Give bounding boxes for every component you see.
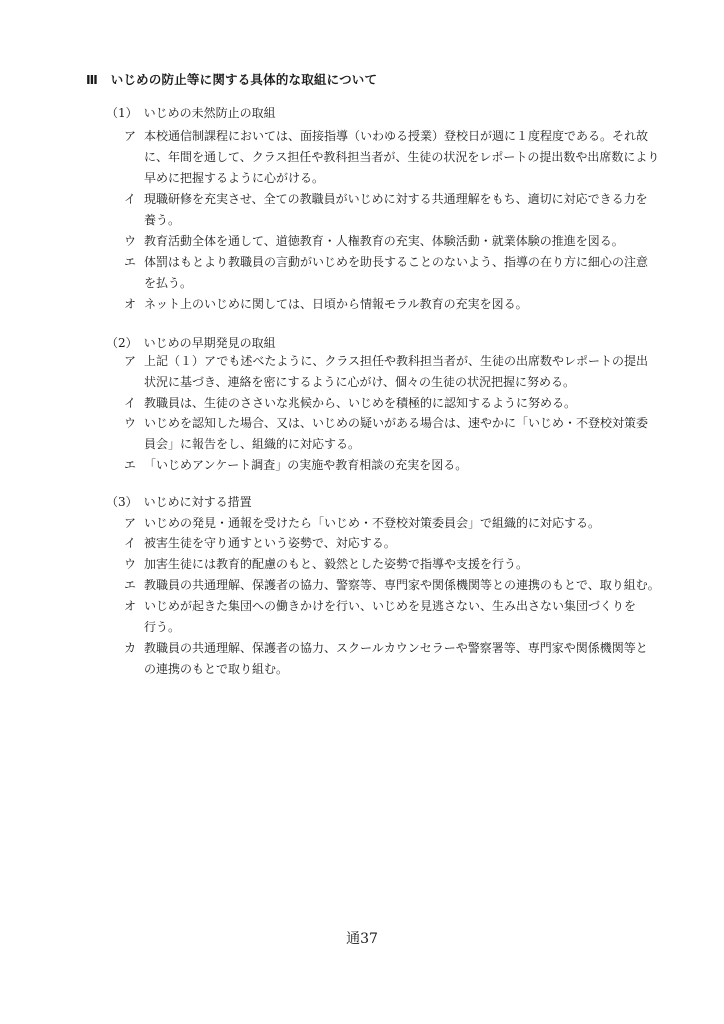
item-label: エ xyxy=(124,578,137,592)
item-text: ネット上のいじめに関しては、日頃から情報モラル教育の充実を図る。 xyxy=(144,297,528,311)
list-item xyxy=(124,455,644,476)
list-item xyxy=(124,638,648,680)
item-text: 被害生徒を守り通すという姿勢で、対応する。 xyxy=(144,536,396,550)
item-label: ウ xyxy=(124,234,137,248)
item-label: エ xyxy=(124,255,137,269)
section-title: （3） いじめに対する措置 xyxy=(106,495,252,509)
list-item xyxy=(124,533,644,554)
item-text: 養う。 xyxy=(144,213,181,227)
item-text: を払う。 xyxy=(144,276,193,290)
item-text: 状況に基づき、連絡を密にするように心がけ、個々の生徒の状況把握に努める。 xyxy=(144,375,576,389)
item-label: ア xyxy=(124,354,137,368)
list-item xyxy=(124,351,649,393)
list-item xyxy=(124,413,649,455)
item-text: いじめを認知した場合、又は、いじめの疑いがある場合は、速やかに「いじめ・不登校対策委 xyxy=(144,416,649,430)
section-title: （1） いじめの未然防止の取組 xyxy=(106,106,276,120)
item-text: 教職員は、生徒のささいな兆候から、いじめを積極的に認知するように努める。 xyxy=(144,396,577,410)
list-item xyxy=(124,189,648,231)
item-label: ア xyxy=(124,129,137,143)
item-text: 加害生徒には教育的配慮のもと、毅然とした姿勢で指導や支援を行う。 xyxy=(144,557,529,571)
list-item xyxy=(124,393,644,414)
item-text: いじめが起きた集団への働きかけを行い、いじめを見逃さない、生み出さない集団づくりを xyxy=(144,599,637,613)
item-label: イ xyxy=(124,536,137,550)
list-item xyxy=(124,513,644,534)
item-label: カ xyxy=(124,641,137,655)
item-text: 行う。 xyxy=(144,620,181,634)
item-text: 現職研修を充実させ、全ての教職員がいじめに対する共通理解をもち、適切に対応できる力を xyxy=(144,192,648,206)
item-label: オ xyxy=(124,297,137,311)
item-text: 早めに把握するように心がける。 xyxy=(144,171,325,185)
list-item xyxy=(124,575,660,596)
item-text: 教職員の共通理解、保護者の協力、警察等、専門家や関係機関等との連携のもとで、取り組む。 xyxy=(144,578,660,592)
item-text: の連携のもとで取り組む。 xyxy=(144,662,289,676)
item-label: オ xyxy=(124,599,137,613)
item-label: ウ xyxy=(124,557,137,571)
item-text: 教職員の共通理解、保護者の協力、スクールカウンセラーや警察署等、専門家や関係機関等と xyxy=(144,641,648,655)
list-item xyxy=(124,294,644,315)
item-label: ウ xyxy=(124,416,137,430)
section-title: （2） いじめの早期発見の取組 xyxy=(106,336,276,350)
list-item xyxy=(124,596,644,638)
list-item xyxy=(124,231,644,252)
item-text: 本校通信制課程においては、面接指導（いわゆる授業）登校日が週に１度程度である。それ故 xyxy=(144,129,649,143)
item-text: 教育活動全体を通して、道徳教育・人権教育の充実、体験活動・就業体験の推進を図る。 xyxy=(144,234,624,248)
item-text: に、年間を通して、クラス担任や教科担当者が、生徒の状況をレポートの提出数や出席数により xyxy=(144,150,660,164)
list-item xyxy=(124,126,660,189)
item-text: 員会」に報告をし、組織的に対応する。 xyxy=(144,437,361,451)
item-label: エ xyxy=(124,458,137,472)
chapter-heading: Ⅲ いじめの防止等に関する具体的な取組について xyxy=(86,72,378,87)
list-item xyxy=(124,252,649,294)
item-label: イ xyxy=(124,396,137,410)
item-text: 上記（１）アでも述べたように、クラス担任や教科担当者が、生徒の出席数やレポートの提出 xyxy=(144,354,649,368)
item-text: いじめの発見・通報を受けたら「いじめ・不登校対策委員会」で組織的に対応する。 xyxy=(144,516,601,530)
item-text: 「いじめアンケート調査」の実施や教育相談の充実を図る。 xyxy=(144,458,468,472)
item-label: ア xyxy=(124,516,137,530)
page-number: 通37 xyxy=(346,931,378,947)
list-item xyxy=(124,554,644,575)
item-label: イ xyxy=(124,192,137,206)
item-text: 体罰はもとより教職員の言動がいじめを助長することのないよう、指導の在り方に細心の注意 xyxy=(144,255,649,269)
